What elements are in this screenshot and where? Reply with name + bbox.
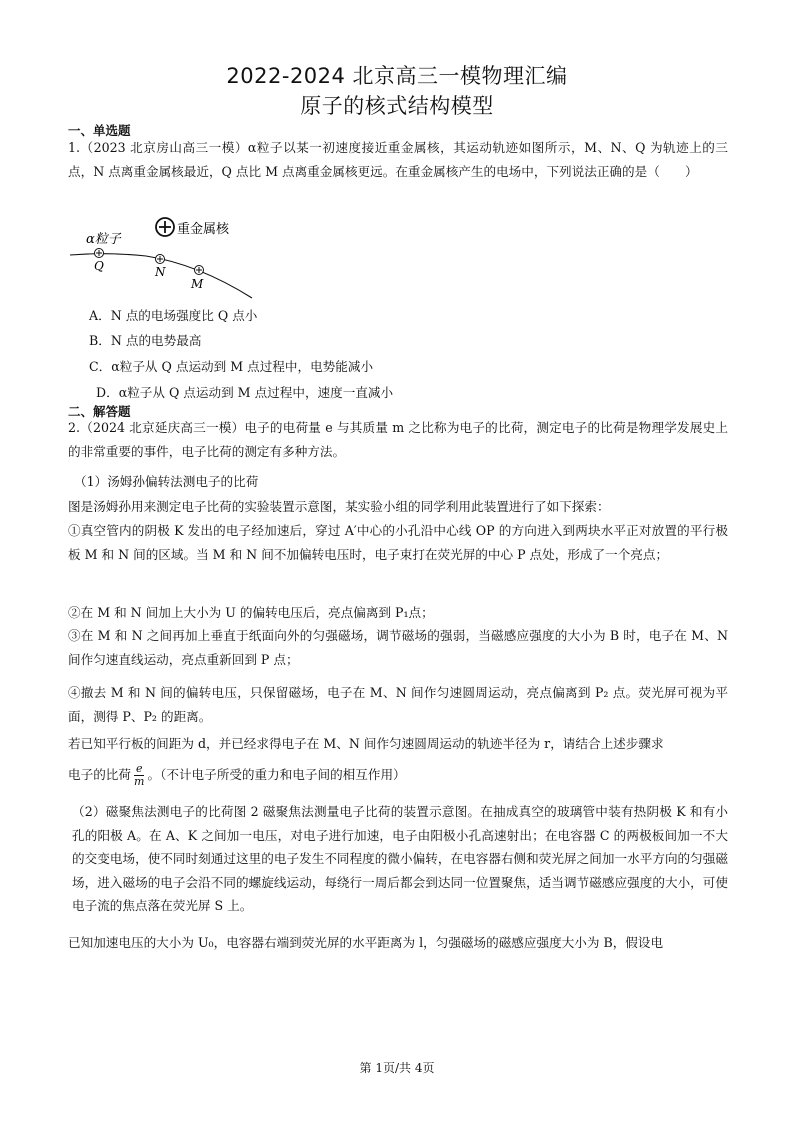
point-n-label: N: [155, 265, 166, 279]
point-n-marker: [156, 255, 165, 264]
step-3: ③在 M 和 N 之间再加上垂直于纸面向外的匀强磁场，调节磁场的强弱，当磁感应强度的大小为 B 时，电子在 M、N 间作匀速直线运动，亮点重新回到 P 点；: [68, 628, 728, 667]
step-1: ①真空管内的阴极 K 发出的电子经加速后，穿过 A′中心的小孔沿中心线 OP 的方向进入到两块水平正对放置的平行极板 M 和 N 间的区域。当 M 和 N 间不加偏转电压时，电子束打在荧光屏的中心 P 点处，形成了一个亮点；: [68, 523, 728, 562]
specific-charge-fraction: [134, 763, 145, 788]
ask-specific-charge: [68, 763, 730, 788]
doc-title-line2: 原子的核式结构模型: [300, 94, 494, 118]
part-2-given: 已知加速电压的大小为 U₀，电容器右端到荧光屏的水平距离为 l，匀强磁场的磁感应强度大小为 B，假设电: [68, 935, 664, 950]
nucleus-label: 重金属核: [177, 222, 230, 237]
step-4: ④撤去 M 和 N 间的偏转电压，只保留磁场，电子在 M、N 间作匀速圆周运动，亮点偏离到 P₂ 点。荧光屏可视为平面，测得 P、P₂ 的距离。: [68, 685, 728, 724]
given-conditions: 若已知平行板的间距为 d，并已经求得电子在 M、N 间作匀速圆周运动的轨迹半径为 r，请结合上述步骤求: [68, 736, 664, 751]
particle-label: α粒子: [86, 232, 121, 247]
question-2-intro: 2.（2024 北京延庆高三一模）电子的电荷量 e 与其质量 m 之比称为电子的比荷，测定电子的比荷是物理学发展史上的非常重要的事件，电子比荷的测定有多种方法。: [68, 420, 728, 459]
option-b[interactable]: B．N 点的电势最高: [89, 333, 202, 348]
option-c[interactable]: C．α粒子从 Q 点运动到 M 点过程中，电势能减小: [89, 359, 374, 374]
option-a[interactable]: A．N 点的电场强度比 Q 点小: [89, 308, 258, 323]
part-1-title: （1）汤姆孙偏转法测电子的比荷: [74, 474, 259, 489]
point-m-marker: [195, 266, 204, 275]
option-d[interactable]: D．α粒子从 Q 点运动到 M 点过程中，速度一直减小: [96, 385, 394, 400]
point-q-label: Q: [94, 259, 104, 273]
fraction-numerator: e: [135, 762, 143, 775]
step-2: ②在 M 和 N 间加上大小为 U 的偏转电压后，亮点偏离到 P₁点；: [68, 605, 434, 620]
section-heading-answer: 二、解答题: [68, 404, 131, 419]
part-1-description: 图是汤姆孙用来测定电子比荷的实验装置示意图，某实验小组的同学利用此装置进行了如下探索：: [68, 499, 610, 514]
ask-suffix: 。（不计电子所受的重力和电子间的相互作用）: [147, 767, 406, 782]
alpha-trajectory-figure: [68, 212, 268, 307]
point-m-label: M: [191, 277, 204, 291]
heavy-nucleus-icon: [156, 218, 174, 236]
point-q-marker: [95, 249, 104, 258]
section-heading-single-choice: 一、单选题: [68, 123, 131, 138]
part-2-text: （2）磁聚焦法测电子的比荷图 2 磁聚焦法测量电子比荷的装置示意图。在抽成真空的玻璃管中装有热阴极 K 和有小孔的阳极 A。在 A、K 之间加一电压，对电子进行加速，电子由阳极小孔高速射出；在电容器 C 的两极板间加一不大的交变电场，使不同时刻通过这里的电子发生不同程度的微小偏转，在电容器右侧和荧光屏之间加一水平方向的匀强磁场，进入磁场的电子会沿不同的螺旋线运动，每绕行一周后都会到达同一位置聚焦，适当调节磁感应强度的大小，可使电子流的焦点落在荧光屏 S 上。: [72, 804, 728, 913]
ask-prefix: 电子的比荷: [68, 767, 131, 782]
page-footer: 第 1页/共 4页: [359, 1061, 435, 1075]
doc-title-line1: 2022-2024 北京高三一模物理汇编: [226, 64, 568, 88]
fraction-denominator: m: [134, 775, 145, 788]
question-1-text: 1.（2023 北京房山高三一模）α粒子以某一初速度接近重金属核，其运动轨迹如图所示，M、N、Q 为轨迹上的三点，N 点离重金属核最近，Q 点比 M 点离重金属核更远。在重金属核产生的电场中，下列说法正确的是（ ）: [68, 140, 728, 179]
